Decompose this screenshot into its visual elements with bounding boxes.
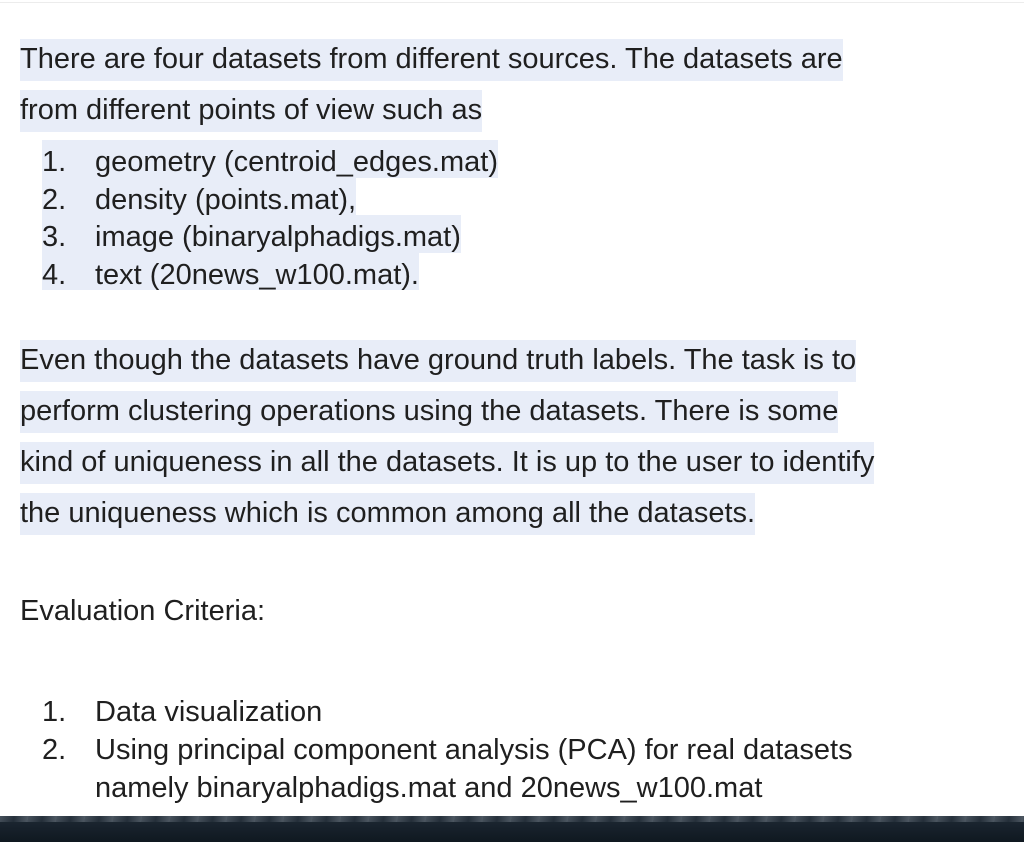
list-item-number: 2.: [42, 178, 95, 216]
list-item-number: 1.: [42, 696, 67, 728]
list-item: [42, 140, 498, 178]
list-item-text: density (points.mat),: [95, 178, 356, 216]
task-line-3: kind of uniqueness in all the datasets. It is up to the user to identify: [20, 437, 1020, 488]
intro-line-1: There are four datasets from different sources. The datasets are: [20, 34, 1020, 85]
list-item: [42, 253, 498, 291]
list-item-text: geometry (centroid_edges.mat): [95, 140, 498, 178]
list-item: [42, 178, 498, 216]
evaluation-list: [42, 693, 853, 807]
task-paragraph: [20, 335, 1020, 539]
evaluation-heading: Evaluation Criteria:: [20, 595, 265, 627]
intro-line-2: from different points of view such as: [20, 85, 1020, 136]
list-item: [42, 693, 853, 731]
list-item: [42, 215, 498, 253]
list-item: [42, 731, 853, 807]
task-line-4: the uniqueness which is common among all the datasets.: [20, 488, 1020, 539]
desktop-background-strip: [0, 816, 1024, 842]
datasets-list: [42, 140, 498, 290]
list-item-text: Data visualization: [95, 696, 323, 728]
list-item-text: Using principal component analysis (PCA) for real datasets namely binaryalphadigs.mat and 20news_w100.mat: [95, 734, 853, 804]
intro-paragraph: [20, 34, 1020, 136]
list-item-text: text (20news_w100.mat).: [95, 253, 419, 291]
list-item-number: 2.: [42, 734, 67, 766]
list-item-number: 4.: [42, 253, 95, 291]
list-item-text: image (binaryalphadigs.mat): [95, 215, 461, 253]
list-item-number: 1.: [42, 140, 95, 178]
task-line-1: Even though the datasets have ground truth labels. The task is to: [20, 335, 1020, 386]
list-item-number: 3.: [42, 215, 95, 253]
task-line-2: perform clustering operations using the datasets. There is some: [20, 386, 1020, 437]
